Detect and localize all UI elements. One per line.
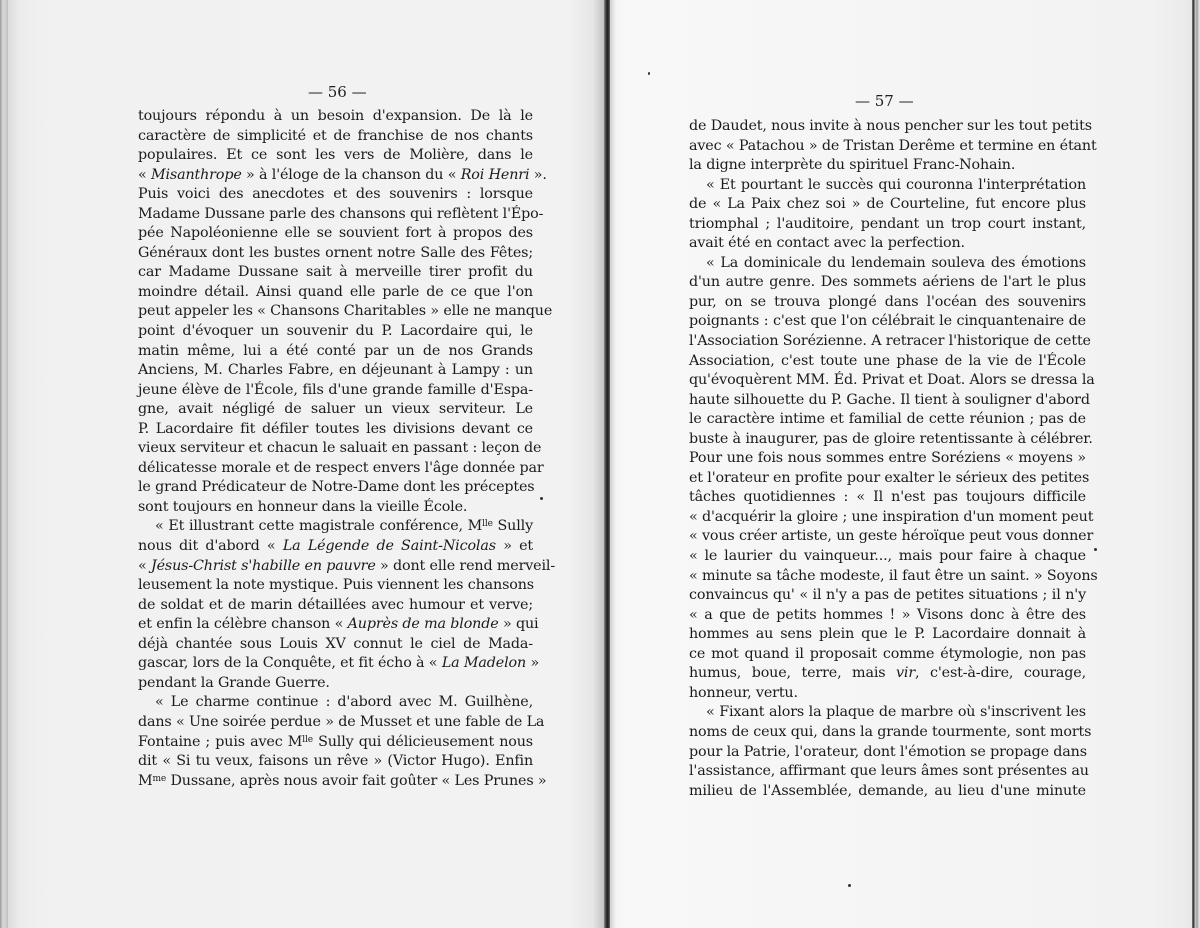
text-line [138,772,547,792]
text-line: l'Association Sorézienne. A retracer l'historique de cette [689,333,1091,350]
text-run: et enfin la célèbre chanson « [138,616,348,633]
text-line: d'un autre genre. Des sommets aériens de l'art le plus [689,274,1086,291]
text-line: matin même, lui a été conté par un de nos Grands [138,342,533,359]
text-line: de « La Paix chez soi » de Courteline, fut encore plus [689,196,1086,213]
text-line: Généraux dont les bustes ornent notre Salle des Fêtes; [138,244,533,261]
text-line: P. Lacordaire fit défiler toutes les divisions devant ce [138,420,533,437]
text-run: nous dit d'abord « [138,538,283,555]
text-line: pée Napoléonienne elle se souvient fort à propos des [138,225,533,242]
text-line: dans « Une soirée perdue » de Musset et une fable de La [138,713,545,730]
text-line: haute silhouette du P. Gache. Il tient à souligner d'abord [689,391,1090,408]
left-page-text [138,107,556,791]
text-line: le grand Prédicateur de Notre-Dame dont les préceptes [138,479,535,496]
text-line [138,654,540,674]
text-line: leusement la note mystique. Puis viennent les chansons [138,577,534,594]
text-run: , c'est-à-dire, courage, [915,665,1086,682]
text-line: « Et pourtant le succès qui couronna l'interprétation [706,176,1086,193]
italic-title: vir [896,665,916,682]
text-line: avec « Patachou » de Tristan Derême et termine en étant [689,137,1097,154]
text-line: la digne interprète du spirituel Franc-Nohain. [689,157,1016,174]
text-line: et l'orateur en profite pour exalter le sérieux des petites [689,469,1090,486]
text-line: jeune élève de l'École, fils d'une grande famille d'Espa- [138,381,533,398]
text-run: Fontaine ; puis avec M [138,733,303,750]
ink-speck [848,884,851,887]
text-run: humus, boue, terre, mais [689,665,896,682]
text-line: pour la Patrie, l'orateur, dont l'émotion se propage dans [689,743,1087,760]
text-line [138,166,547,186]
text-line: triomphal ; l'auditoire, pendant un trop court instant, [689,215,1086,232]
text-line [138,517,533,537]
text-line: de Daudet, nous invite à nous pencher sur les tout petits [689,118,1092,134]
text-line [689,664,1086,684]
text-line: point d'évoquer un souvenir du P. Lacordaire qui, le [138,323,533,340]
italic-title: La Madelon [441,655,527,672]
page-number-left: — 56 — [308,83,367,101]
text-line: Pour une fois nous sommes entre Soréziens « moyens » [689,450,1086,467]
text-line: « vous créer artiste, un geste héroïque peut vous donner [689,528,1094,545]
title-abbreviation: me [152,773,167,784]
text-run: » et [495,538,533,555]
text-run: Dussane, après nous avoir fait goûter « Les Prunes » [166,772,547,789]
text-line: tâches quotidiennes : « Il n'est pas toujours difficile [689,489,1086,506]
text-line: moindre détail. Ainsi quand elle parle de ce que l'on [138,283,533,300]
right-binding-edge [1192,0,1200,928]
ink-speck [1094,548,1097,551]
text-run: « [138,166,151,183]
text-line: le caractère intime et familial de cette réunion ; pas de [689,411,1086,428]
text-line: honneur, vertu. [689,684,798,701]
text-line [138,537,533,557]
text-line: hommes au sens plein que le P. Lacordaire donnait à [689,626,1086,643]
text-line: déjà chantée sous Louis XV connut le ciel de Mada- [138,635,533,652]
text-line [138,615,539,635]
text-line: convaincus qu' « il n'y a pas de petites situations ; il n'y [689,587,1086,604]
text-run: » qui [498,616,539,633]
text-line: « le laurier du vainqueur..., mais pour faire à chaque [689,548,1086,565]
text-run: » à l'éloge de la chanson du « [241,166,461,183]
text-line: de soldat et de marin détaillées avec humour et verve; [138,596,533,613]
text-run: Sully [492,518,533,535]
text-line: « minute sa tâche modeste, il faut être un saint. » Soyons [689,567,1098,584]
text-line: avait été en contact avec la perfection. [689,235,965,252]
left-binding-edge [0,0,8,928]
text-line: gne, avait négligé de saluer un vieux serviteur. Le [138,401,533,418]
ink-speck [540,497,543,500]
page-number-right: — 57 — [855,92,914,110]
italic-title: Jésus-Christ s'habille en pauvre [151,557,376,574]
text-line: caractère de simplicité et de franchise de nos chants [138,127,533,144]
text-run: « [138,557,151,574]
text-run: gascar, lors de la Conquête, et fit écho à « [138,655,442,672]
text-run: ». [529,166,547,183]
text-line: « Le charme continue : d'abord avec M. Guilhène, [155,694,533,711]
text-line: poignants : c'est que l'on célébrait le cinquantenaire de [689,313,1086,330]
italic-title: Misanthrope [151,166,242,183]
ink-speck [648,72,650,75]
text-line: sont toujours en honneur dans la vieille École. [138,498,468,515]
text-line: « Fixant alors la plaque de marbre où s'inscrivent les [706,704,1086,721]
text-line: Anciens, M. Charles Fabre, en déjeunant à Lampy : un [138,362,533,379]
title-abbreviation: lle [482,519,493,530]
text-run: » [526,655,540,672]
text-line: « a que de petits hommes ! » Visons donc à être des [689,606,1086,623]
text-line: buste à inaugurer, pas de gloire retentissante à célébrer. [689,430,1093,447]
text-line: Puis voici des anecdotes et des souvenirs : lorsque [138,186,533,203]
text-run: Sully qui délicieusement nous [312,733,533,750]
text-line: l'assistance, affirmant que leurs âmes sont présentes au [689,763,1089,780]
right-page-text [689,117,1098,801]
text-line: délicatesse morale et de respect envers l'âge donnée par [138,459,544,476]
text-line: pendant la Grande Guerre. [138,674,330,691]
text-line: « d'acquérir la gloire ; une inspiration d'un moment peut [689,508,1094,525]
text-line: dit « Si tu veux, faisons un rêve » (Victor Hugo). Enfin [138,753,533,770]
text-run: M [138,772,153,789]
italic-title: La Légende de Saint-Nicolas [282,538,496,555]
text-line: milieu de l'Assemblée, demande, au lieu d'une minute [689,782,1086,799]
text-line: Madame Dussane parle des chansons qui reflètent l'Épo- [138,205,544,222]
text-line: car Madame Dussane sait à merveille tirer profit du [138,264,533,281]
italic-title: Roi Henri [460,166,530,183]
text-run: » dont elle rend merveil- [375,557,556,574]
text-line: Association, c'est toute une phase de la vie de l'École [689,352,1086,369]
title-abbreviation: lle [302,734,313,745]
text-line: toujours répondu à un besoin d'expansion. De là le [138,108,533,124]
text-line: peut appeler les « Chansons Charitables » elle ne manque [138,303,553,320]
text-line: qu'évoquèrent MM. Éd. Privat et Doat. Alors se dressa la [689,372,1095,389]
text-line: populaires. Et ce sont les vers de Molière, dans le [138,147,533,164]
text-line: pur, on se trouva plongé dans l'océan des souvenirs [689,293,1086,310]
text-line: vieux serviteur et chacun le saluait en passant : leçon de [138,440,542,457]
text-line [138,557,556,577]
text-line: noms de ceux qui, dans la grande tourmente, sont morts [689,723,1092,740]
text-run: « Et illustrant cette magistrale conférence, M [155,518,483,535]
text-line [138,733,533,753]
text-line: « La dominicale du lendemain souleva des émotions [706,254,1086,271]
italic-title: Auprès de ma blonde [347,616,499,633]
text-line: ce mot quand il proposait comme étymologie, non pas [689,645,1086,662]
